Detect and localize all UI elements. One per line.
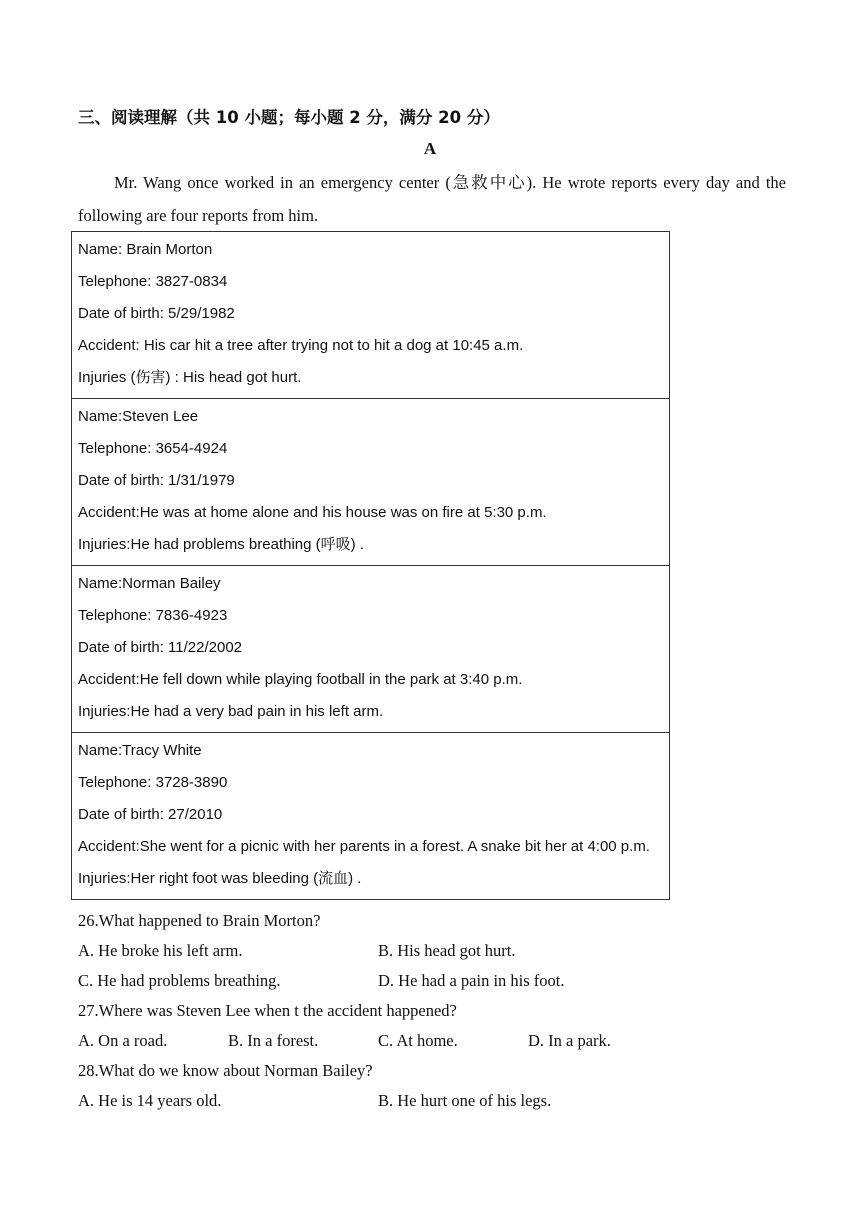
report-accident: Accident:He fell down while playing football in the park at 3:40 p.m.	[78, 671, 523, 688]
report-name: Name:Norman Bailey	[78, 575, 221, 592]
question-28-options	[78, 1086, 798, 1116]
option-a[interactable]: A. He broke his left arm.	[78, 941, 243, 960]
report-accident: Accident: His car hit a tree after trying not to hit a dog at 10:45 a.m.	[78, 337, 524, 354]
report-telephone: Telephone: 7836-4923	[78, 607, 228, 624]
report-accident: Accident:She went for a picnic with her parents in a forest. A snake bit her at 4:00 p.m.	[78, 838, 650, 855]
option-d[interactable]: D. In a park.	[528, 1031, 611, 1050]
report-telephone: Telephone: 3654-4924	[78, 440, 228, 457]
report-accident: Accident:He was at home alone and his house was on fire at 5:30 p.m.	[78, 504, 547, 521]
report-telephone: Telephone: 3827-0834	[78, 273, 228, 290]
option-d[interactable]: D. He had a pain in his foot.	[378, 971, 565, 990]
report-dob: Date of birth: 5/29/1982	[78, 305, 235, 322]
reports-table	[71, 231, 670, 900]
report-injuries: Injuries:He had problems breathing (呼吸) .	[78, 536, 364, 553]
option-c[interactable]: C. At home.	[378, 1031, 458, 1050]
option-b[interactable]: B. He hurt one of his legs.	[378, 1091, 552, 1110]
report-3	[72, 565, 669, 732]
section-title: 三、阅读理解（共 10 小题；每小题 2 分，满分 20 分）	[78, 108, 500, 127]
report-dob: Date of birth: 11/22/2002	[78, 639, 243, 656]
report-1	[72, 232, 669, 398]
option-c[interactable]: C. He had problems breathing.	[78, 971, 281, 990]
report-dob: Date of birth: 27/2010	[78, 806, 223, 823]
report-2	[72, 398, 669, 565]
question-26-stem: 26.What happened to Brain Morton?	[78, 911, 321, 930]
question-26-options	[78, 936, 798, 966]
report-name: Name:Steven Lee	[78, 408, 199, 425]
questions	[78, 906, 798, 1116]
passage-label: A	[423, 139, 437, 158]
question-27-options	[78, 1026, 798, 1056]
passage-intro: Mr. Wang once worked in an emergency center (急救中心). He wrote reports every day and the following are four reports from him.	[78, 173, 786, 225]
question-27-stem: 27.Where was Steven Lee when t the accident happened?	[78, 1001, 457, 1020]
report-dob: Date of birth: 1/31/1979	[78, 472, 235, 489]
report-telephone: Telephone: 3728-3890	[78, 774, 228, 791]
report-injuries: Injuries:Her right foot was bleeding (流血) .	[78, 870, 362, 887]
report-injuries: Injuries (伤害) : His head got hurt.	[78, 369, 302, 386]
report-injuries: Injuries:He had a very bad pain in his left arm.	[78, 703, 384, 720]
option-b[interactable]: B. His head got hurt.	[378, 941, 516, 960]
report-4	[72, 732, 669, 899]
question-28-stem: 28.What do we know about Norman Bailey?	[78, 1061, 373, 1080]
option-a[interactable]: A. On a road.	[78, 1031, 168, 1050]
report-name: Name: Brain Morton	[78, 241, 213, 258]
option-a[interactable]: A. He is 14 years old.	[78, 1091, 222, 1110]
question-26-options-row2	[78, 966, 798, 996]
option-b[interactable]: B. In a forest.	[228, 1031, 319, 1050]
report-name: Name:Tracy White	[78, 742, 202, 759]
